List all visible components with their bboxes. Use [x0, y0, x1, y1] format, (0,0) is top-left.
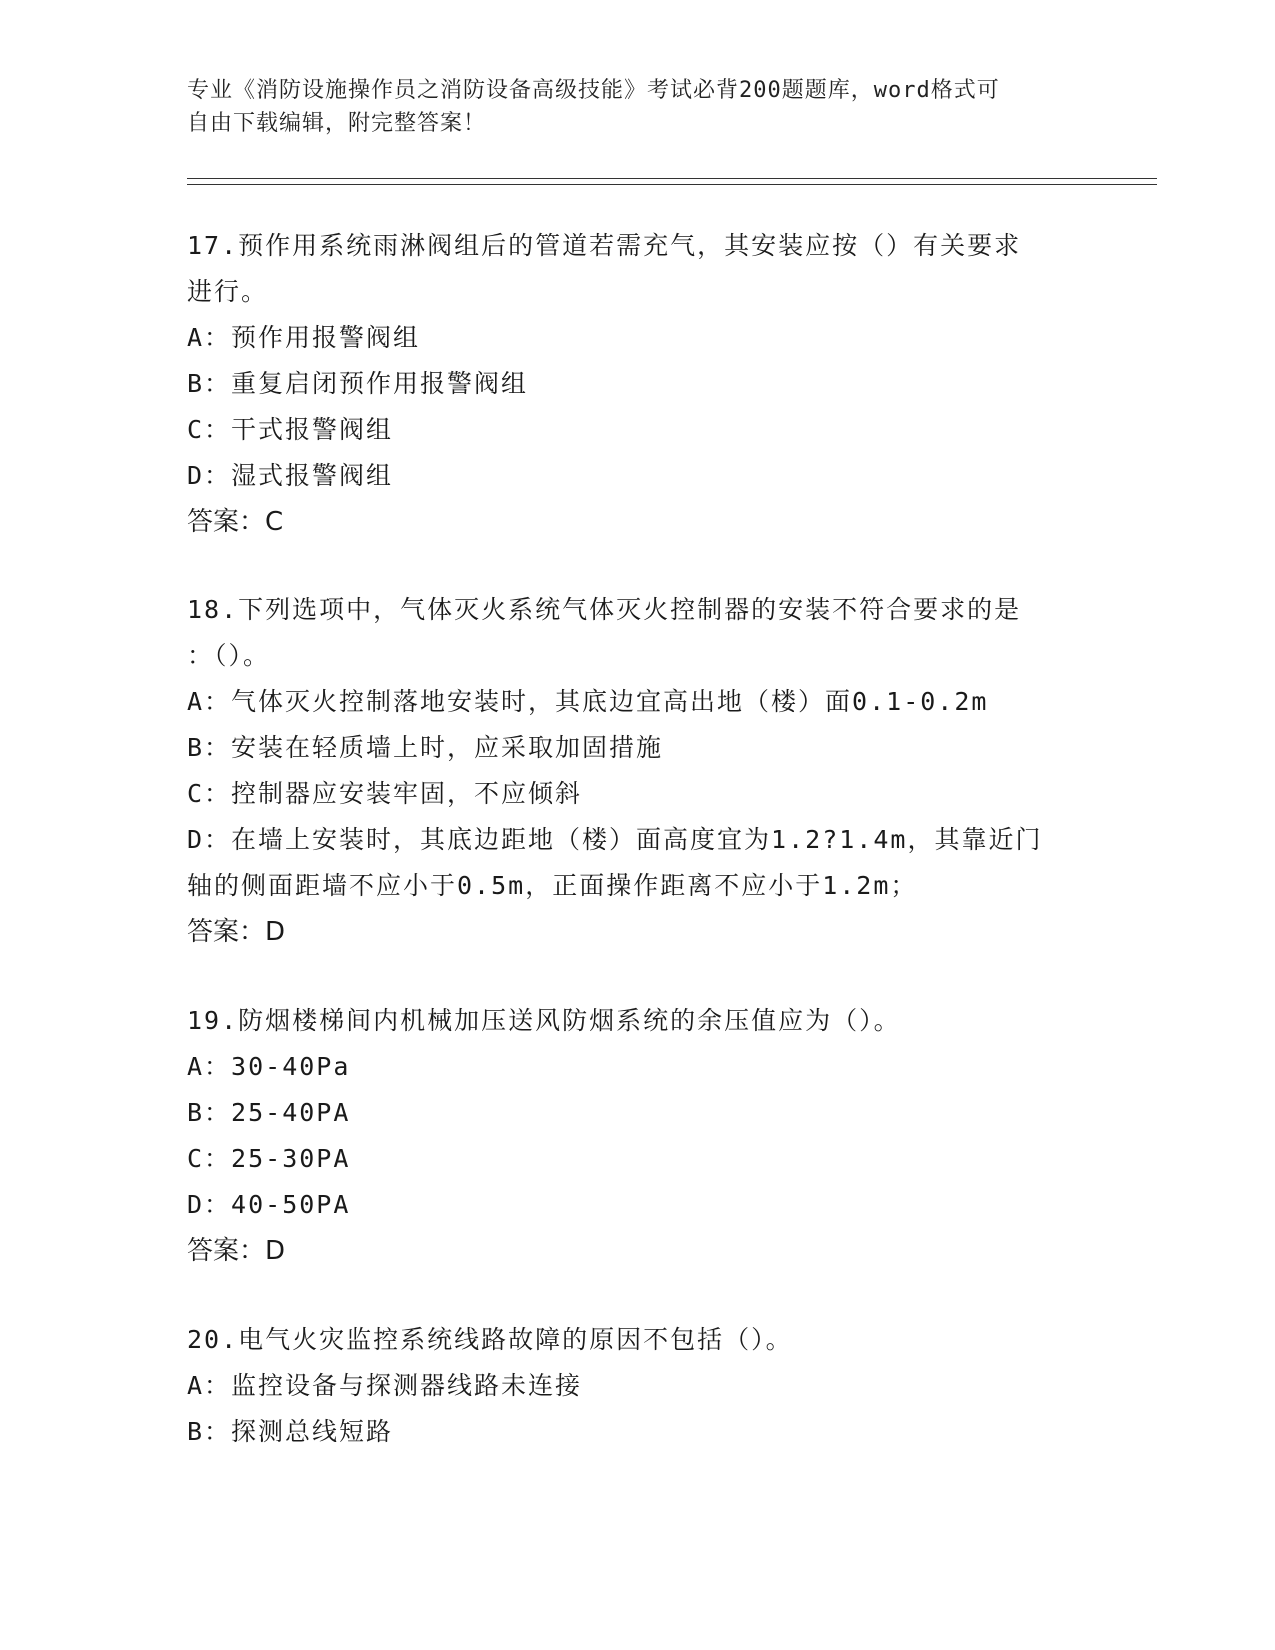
header-line-2: 自由下载编辑，附完整答案！ — [187, 111, 487, 136]
question-stem-cont: ：（）。 — [187, 641, 271, 670]
option-c: C：25-30PA — [187, 1144, 351, 1173]
answer: 答案：D — [187, 917, 286, 947]
option-d: D：40-50PA — [187, 1190, 351, 1219]
option-d-cont: 轴的侧面距墙不应小于0.5m，正面操作距离不应小于1.2m； — [187, 871, 918, 900]
option-a: A：气体灭火控制落地安装时，其底边宜高出地（楼）面0.1-0.2m — [187, 687, 989, 716]
option-b: B：安装在轻质墙上时，应采取加固措施 — [187, 733, 664, 762]
question-stem-cont: 进行。 — [187, 277, 269, 306]
header-divider — [187, 178, 1157, 185]
question-stem: 20.电气火灾监控系统线路故障的原因不包括（）。 — [187, 1325, 793, 1354]
option-a: A：监控设备与探测器线路未连接 — [187, 1371, 583, 1400]
option-a: A：预作用报警阀组 — [187, 323, 421, 352]
option-a: A：30-40Pa — [187, 1052, 351, 1081]
option-b: B：重复启闭预作用报警阀组 — [187, 369, 529, 398]
question-20 — [187, 1317, 1087, 1455]
option-d: D：在墙上安装时，其底边距地（楼）面高度宜为1.2?1.4m，其靠近门 — [187, 825, 1043, 854]
question-stem: 17.预作用系统雨淋阀组后的管道若需充气，其安装应按（）有关要求 — [187, 231, 1022, 260]
document-header — [187, 74, 1067, 140]
question-17 — [187, 223, 1087, 545]
answer: 答案：D — [187, 1236, 286, 1266]
option-c: C：控制器应安装牢固，不应倾斜 — [187, 779, 583, 808]
question-stem: 18.下列选项中，气体灭火系统气体灭火控制器的安装不符合要求的是 — [187, 595, 1022, 624]
option-b: B：25-40PA — [187, 1098, 351, 1127]
answer: 答案：C — [187, 507, 284, 537]
option-c: C：干式报警阀组 — [187, 415, 394, 444]
option-d: D：湿式报警阀组 — [187, 461, 394, 490]
question-18 — [187, 587, 1087, 955]
header-line-1: 专业《消防设施操作员之消防设备高级技能》考试必背200题题库，word格式可 — [187, 78, 1000, 103]
question-19 — [187, 998, 1087, 1274]
question-stem: 19.防烟楼梯间内机械加压送风防烟系统的余压值应为（）。 — [187, 1006, 901, 1035]
option-b: B：探测总线短路 — [187, 1417, 394, 1446]
